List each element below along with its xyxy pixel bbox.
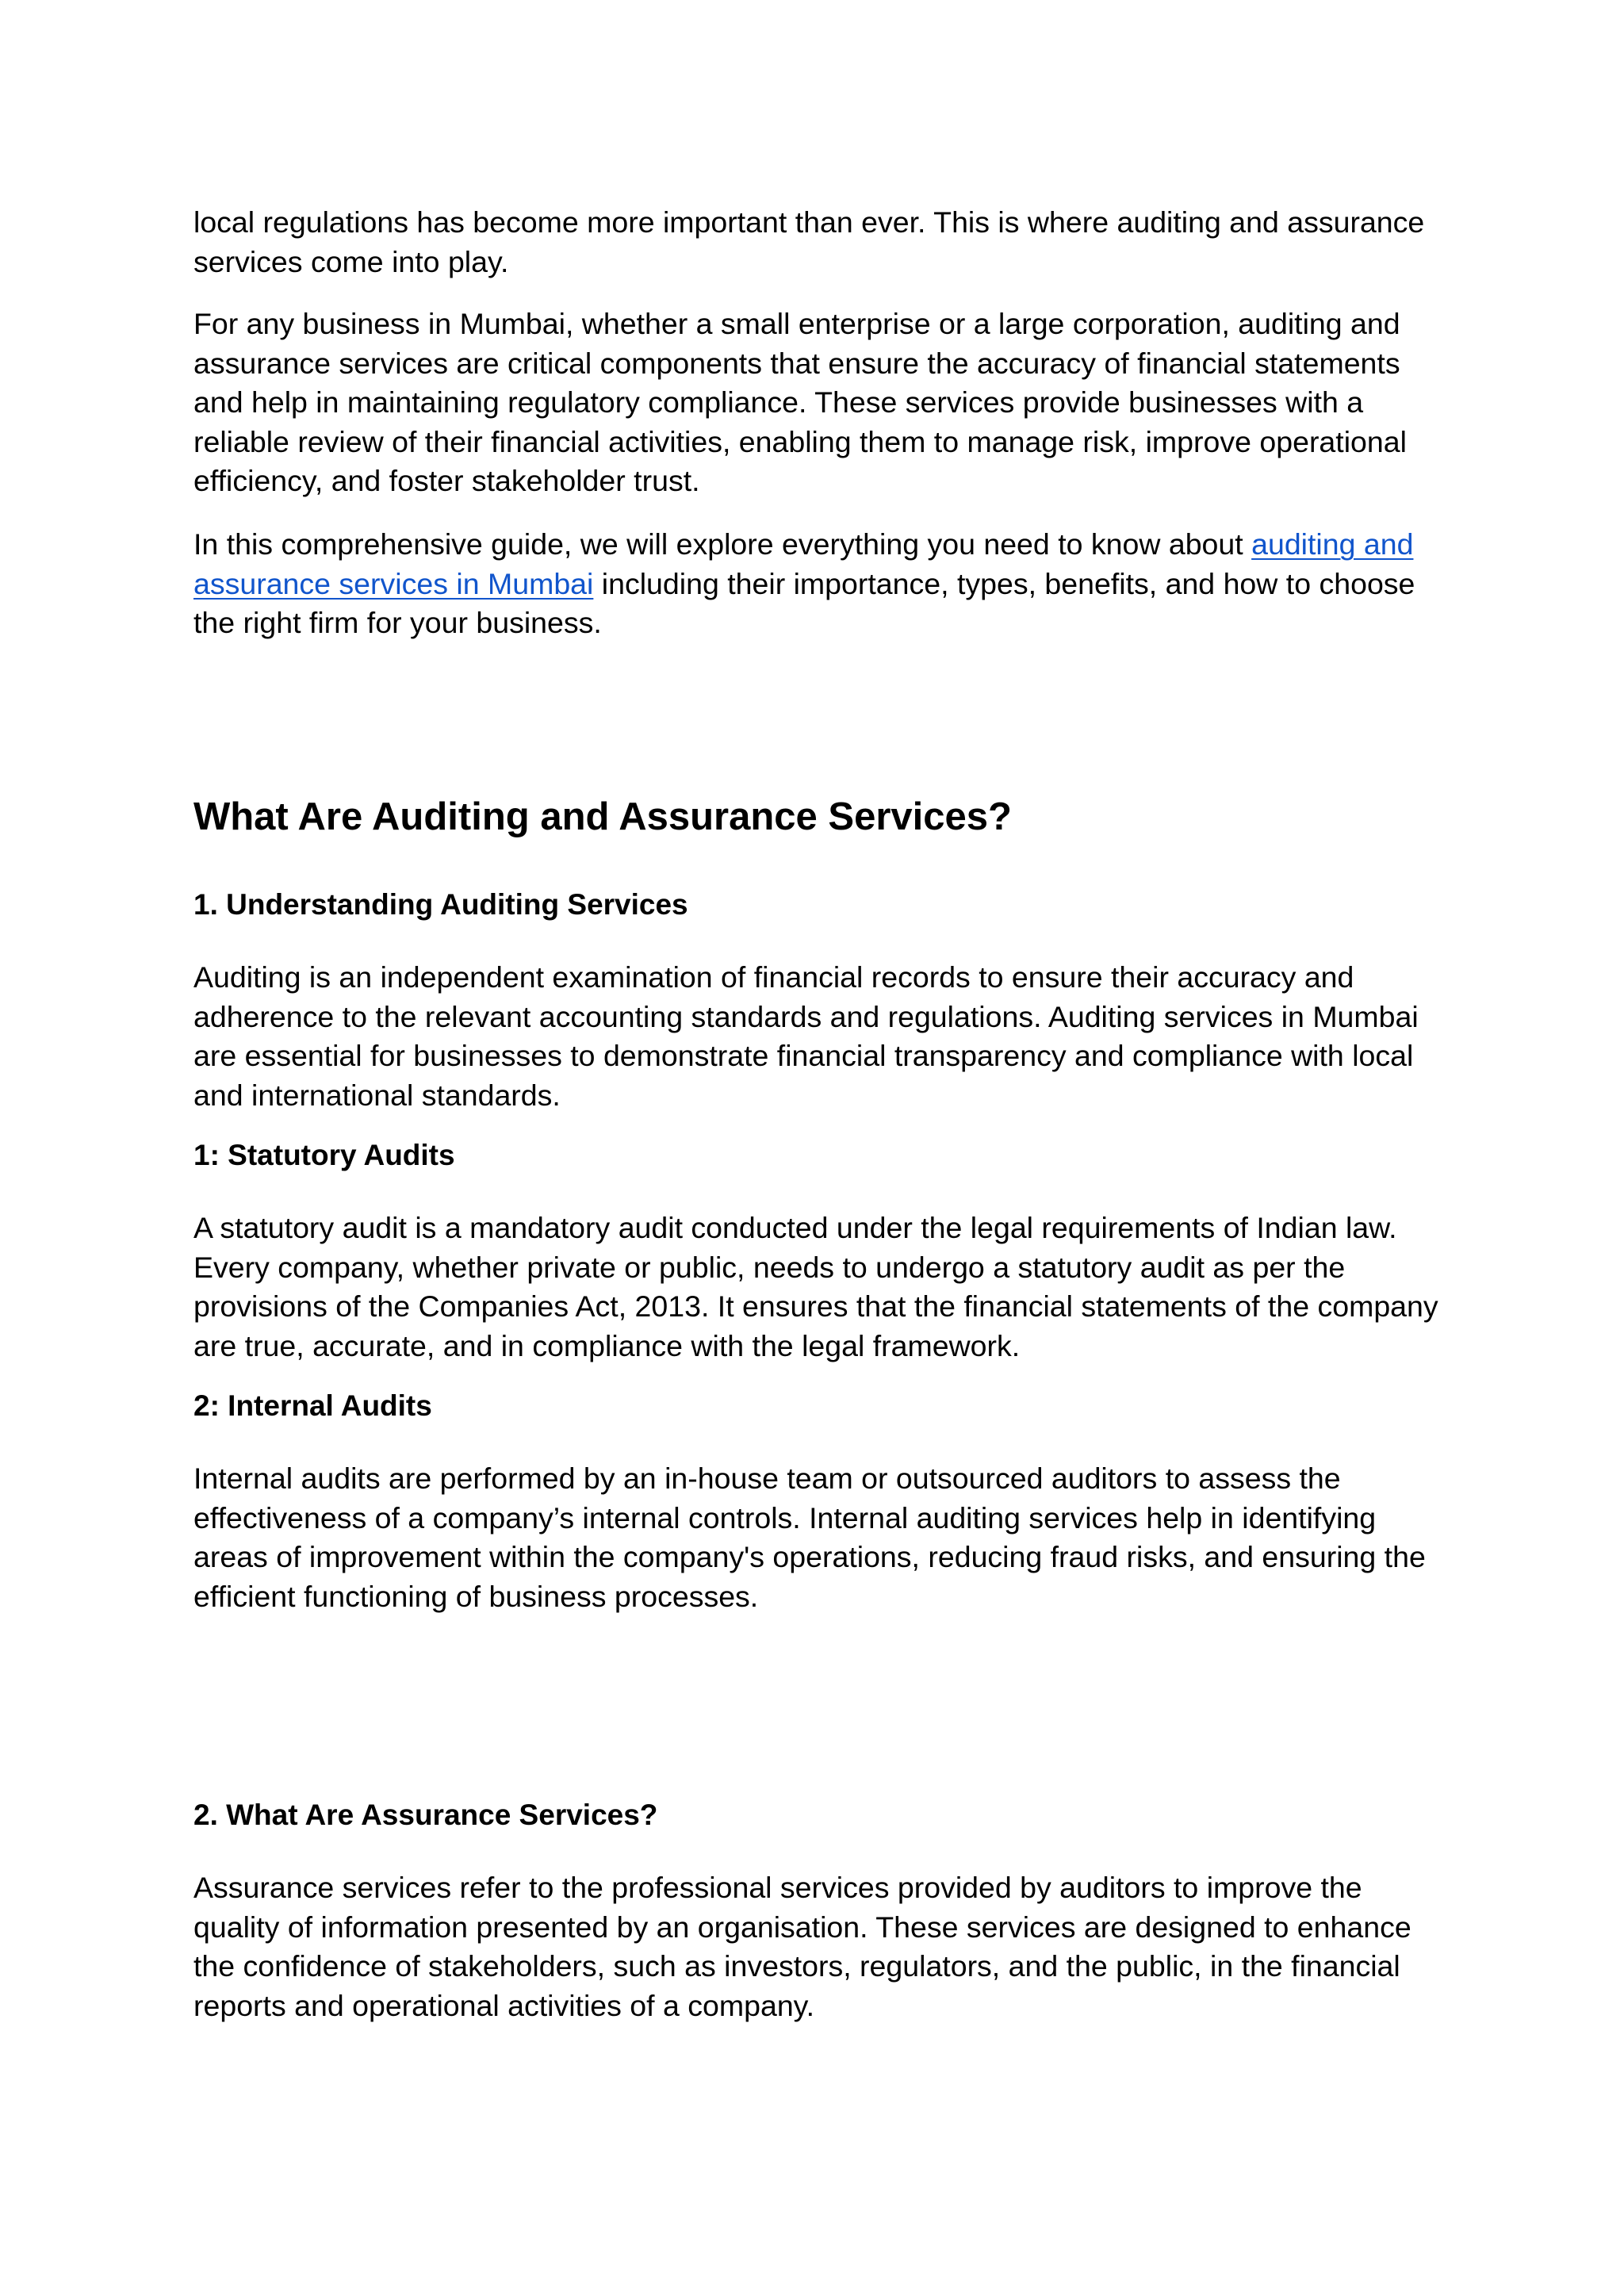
- section-title: What Are Auditing and Assurance Services?: [193, 795, 1012, 838]
- intro-paragraph-3-text-after: including their importance, types, benefits, and how to choose the right firm for your business.: [193, 566, 1415, 639]
- auditing-heading: 1. Understanding Auditing Services: [193, 888, 688, 921]
- statutory-audits-heading: 1: Statutory Audits: [193, 1139, 455, 1171]
- internal-audits-heading: 2: Internal Audits: [193, 1389, 432, 1422]
- intro-paragraph-2: For any business in Mumbai, whether a small enterprise or a large corporation, auditing and assurance services are critical components that ensure the accuracy of financial statements and help in maintaining regulatory compliance. These services provide businesses with a reliable review of their financial activities, enabling them to manage risk, improve operational efficiency, and foster stakeholder trust.: [193, 307, 1407, 497]
- internal-audits-body: Internal audits are performed by an in-house team or outsourced auditors to assess the effectiveness of a company’s internal controls. Internal auditing services help in identifying areas of improvement within the company's operations, reducing fraud risks, and ensuring the efficient functioning of business processes.: [193, 1462, 1426, 1613]
- assurance-heading: 2. What Are Assurance Services?: [193, 1799, 658, 1831]
- intro-paragraph-3: [193, 525, 1446, 643]
- auditing-services-link[interactable]: auditing and assurance services in Mumbai: [193, 527, 1414, 600]
- intro-paragraph-1: local regulations has become more important than ever. This is where auditing and assurance services come into play.: [193, 205, 1425, 278]
- assurance-body: Assurance services refer to the professional services provided by auditors to improve the quality of information presented by an organisation. These services are designed to enhance the confidence of stakeholders, such as investors, regulators, and the public, in the financial reports and operational activities of a company.: [193, 1871, 1411, 2022]
- auditing-body: Auditing is an independent examination of financial records to ensure their accuracy and adherence to the relevant accounting standards and regulations. Auditing services in Mumbai are essential for businesses to demonstrate financial transparency and compliance with local and international standards.: [193, 960, 1419, 1112]
- statutory-audits-body: A statutory audit is a mandatory audit conducted under the legal requirements of Indian law. Every company, whether private or public, needs to undergo a statutory audit as per the provisions of the Companies Act, 2013. It ensures that the financial statements of the company are true, accurate, and in compliance with the legal framework.: [193, 1211, 1438, 1362]
- intro-paragraph-3-text-before: In this comprehensive guide, we will explore everything you need to know about: [193, 527, 1252, 561]
